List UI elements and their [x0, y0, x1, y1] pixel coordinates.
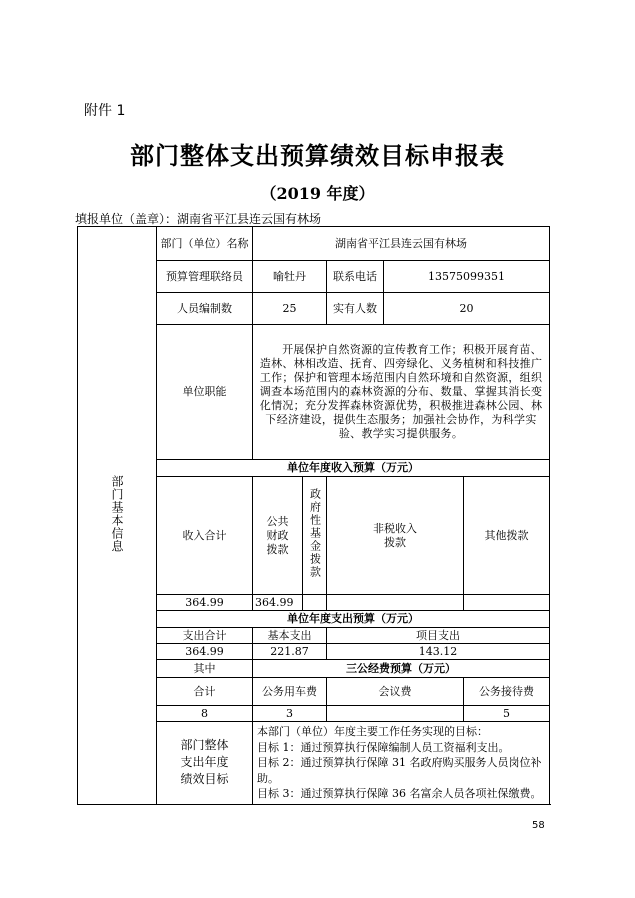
expense-value-total: 364.99: [157, 644, 253, 660]
expense-col-basic: 基本支出: [253, 628, 327, 644]
page-title: 部门整体支出预算绩效目标申报表: [130, 141, 505, 170]
goal-item-3: 目标 3：通过预算执行保障 36 名富余人员各项社保缴费。: [257, 787, 542, 800]
page-number: 58: [532, 820, 545, 831]
income-value-fund: [303, 595, 327, 611]
expense-col-total: 支出合计: [157, 628, 253, 644]
three-public-value-total: 8: [157, 706, 253, 722]
expense-value-project: 143.12: [327, 644, 550, 660]
staff-actual-label: 实有人数: [327, 293, 384, 325]
duty-label: 单位职能: [157, 325, 253, 460]
dept-value: 湖南省平江县连云国有林场: [253, 227, 550, 261]
duty-text: 开展保护自然资源的宣传教育工作；积极开展育苗、造林、林相改造、抚育、四旁绿化、义务植树和科技推广工作；保护和管理本场范围内自然环境和自然资源，组织调查本场范围内的森林资源的分布、数量、掌握其消长变化情况；充分发挥森林资源优势，积极推进森林公园、林下经济建设，提供生态服务；加强社会协作，为科学实验、教学实习提供服务。: [253, 325, 550, 460]
contact-person-label: 预算管理联络员: [157, 261, 253, 293]
three-public-col-total: 合计: [157, 678, 253, 706]
income-col-other: 其他拨款: [464, 477, 550, 595]
three-public-col-car: 公务用车费: [253, 678, 327, 706]
staff-quota-label: 人员编制数: [157, 293, 253, 325]
three-public-value-car: 3: [253, 706, 327, 722]
income-value-public: 364.99: [253, 595, 303, 611]
three-public-col-meeting: 会议费: [327, 678, 464, 706]
expense-heading: 单位年度支出预算（万元）: [157, 611, 550, 628]
three-public-value-reception: 5: [464, 706, 550, 722]
staff-actual-value: 20: [384, 293, 550, 325]
income-col-total: 收入合计: [157, 477, 253, 595]
dept-label: 部门（单位）名称: [157, 227, 253, 261]
three-public-prefix: 其中: [157, 660, 253, 678]
attachment-label: 附件 1: [84, 103, 126, 119]
filling-unit: 填报单位（盖章）：湖南省平江县连云国有林场: [75, 212, 322, 226]
staff-quota-value: 25: [253, 293, 327, 325]
income-heading: 单位年度收入预算（万元）: [157, 460, 550, 477]
year-label: （2019 年度）: [260, 184, 375, 203]
goal-item-1: 目标 1：通过预算执行保障编制人员工资福利支出。: [257, 740, 510, 754]
budget-table: [77, 226, 550, 805]
contact-person-value: 喻牡丹: [253, 261, 327, 293]
three-public-value-meeting: [327, 706, 464, 722]
phone-value: 13575099351: [384, 261, 550, 293]
income-col-fund: 政府性基金拨款: [303, 477, 327, 595]
income-col-public: 公共财政拨款: [253, 477, 303, 595]
three-public-col-reception: 公务接待费: [464, 678, 550, 706]
income-value-other: [464, 595, 550, 611]
income-value-nontax: [327, 595, 464, 611]
expense-value-basic: 221.87: [253, 644, 327, 660]
income-col-nontax: 非税收入拨款: [327, 477, 464, 595]
goals-section-label: 部门整体支出年度绩效目标: [157, 722, 253, 805]
three-public-heading: 三公经费预算（万元）: [253, 660, 550, 678]
goals-content: [253, 722, 550, 805]
goal-item-2: 目标 2：通过预算执行保障 31 名政府购买服务人员岗位补助。: [257, 756, 542, 785]
expense-col-project: 项目支出: [327, 628, 550, 644]
goals-intro: 本部门（单位）年度主要工作任务实现的目标：: [257, 725, 488, 738]
income-value-total: 364.99: [157, 595, 253, 611]
phone-label: 联系电话: [327, 261, 384, 293]
basic-info-section-label: 部门基本信息: [78, 227, 157, 805]
dept-row: [78, 227, 550, 261]
